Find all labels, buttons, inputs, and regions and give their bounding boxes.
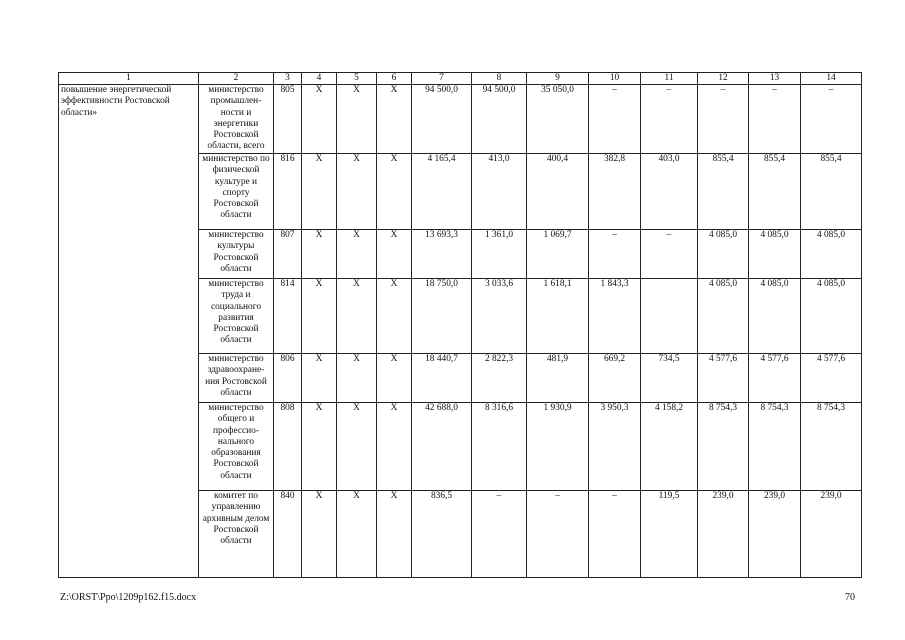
header-cell: 5 — [337, 73, 377, 85]
table-row — [59, 85, 862, 154]
value-cell: 400,4 — [527, 154, 589, 230]
org-code: 808 — [274, 403, 302, 491]
value-cell: 4 085,0 — [698, 279, 749, 354]
value-cell: 413,0 — [472, 154, 527, 230]
header-cell: 11 — [641, 73, 698, 85]
value-cell: 94 500,0 — [412, 85, 472, 154]
value-cell: 4 577,6 — [698, 354, 749, 403]
value-cell: 855,4 — [801, 154, 862, 230]
value-cell: 4 085,0 — [801, 230, 862, 279]
value-cell: 13 693,3 — [412, 230, 472, 279]
value-cell: – — [698, 85, 749, 154]
org-code: 805 — [274, 85, 302, 154]
x-cell: Х — [337, 491, 377, 578]
value-cell: 18 440,7 — [412, 354, 472, 403]
value-cell: 4 085,0 — [698, 230, 749, 279]
value-cell: 836,5 — [412, 491, 472, 578]
header-cell: 6 — [377, 73, 412, 85]
org-code: 816 — [274, 154, 302, 230]
org-name: министерство промышлен-ности и энергетики Ростовской области, всего — [199, 85, 274, 154]
program-label: повышение энергетической эффективности Ростовской области» — [59, 85, 199, 578]
header-cell: 13 — [749, 73, 801, 85]
value-cell: – — [801, 85, 862, 154]
x-cell: Х — [337, 354, 377, 403]
value-cell: 1 843,3 — [589, 279, 641, 354]
value-cell: 18 750,0 — [412, 279, 472, 354]
value-cell: – — [589, 230, 641, 279]
header-cell: 14 — [801, 73, 862, 85]
value-cell: 4 085,0 — [801, 279, 862, 354]
header-cell: 3 — [274, 73, 302, 85]
x-cell: Х — [377, 279, 412, 354]
header-cell: 4 — [302, 73, 337, 85]
x-cell: Х — [377, 85, 412, 154]
header-row — [59, 73, 862, 85]
value-cell: 4 158,2 — [641, 403, 698, 491]
value-cell: – — [589, 491, 641, 578]
header-cell: 7 — [412, 73, 472, 85]
x-cell: Х — [302, 230, 337, 279]
x-cell: Х — [377, 154, 412, 230]
x-cell: Х — [337, 85, 377, 154]
value-cell: 239,0 — [698, 491, 749, 578]
value-cell: 1 069,7 — [527, 230, 589, 279]
value-cell: 669,2 — [589, 354, 641, 403]
value-cell: 8 316,6 — [472, 403, 527, 491]
value-cell: 1 930,9 — [527, 403, 589, 491]
header-cell: 2 — [199, 73, 274, 85]
x-cell: Х — [302, 491, 337, 578]
x-cell: Х — [337, 279, 377, 354]
value-cell: – — [641, 230, 698, 279]
value-cell: 35 050,0 — [527, 85, 589, 154]
value-cell: 382,8 — [589, 154, 641, 230]
x-cell: Х — [377, 354, 412, 403]
value-cell: 3 033,6 — [472, 279, 527, 354]
value-cell: 4 577,6 — [801, 354, 862, 403]
org-name: министерство здравоохране-ния Ростовской области — [199, 354, 274, 403]
value-cell — [641, 279, 698, 354]
x-cell: Х — [377, 491, 412, 578]
value-cell: 42 688,0 — [412, 403, 472, 491]
org-code: 840 — [274, 491, 302, 578]
value-cell: 481,9 — [527, 354, 589, 403]
value-cell: 94 500,0 — [472, 85, 527, 154]
org-name: министерство по физической культуре и спорту Ростовской области — [199, 154, 274, 230]
value-cell: 119,5 — [641, 491, 698, 578]
header-cell: 1 — [59, 73, 199, 85]
header-cell: 10 — [589, 73, 641, 85]
org-code: 814 — [274, 279, 302, 354]
value-cell: – — [472, 491, 527, 578]
x-cell: Х — [337, 403, 377, 491]
x-cell: Х — [302, 154, 337, 230]
x-cell: Х — [302, 403, 337, 491]
org-name: министерство культуры Ростовской области — [199, 230, 274, 279]
org-code: 806 — [274, 354, 302, 403]
value-cell: 8 754,3 — [749, 403, 801, 491]
org-name: министерство общего и профессио-нального образования Ростовской области — [199, 403, 274, 491]
budget-table — [58, 72, 862, 578]
header-cell: 9 — [527, 73, 589, 85]
value-cell: 855,4 — [698, 154, 749, 230]
value-cell: 403,0 — [641, 154, 698, 230]
value-cell: 4 085,0 — [749, 230, 801, 279]
value-cell: 239,0 — [749, 491, 801, 578]
value-cell: – — [589, 85, 641, 154]
value-cell: 855,4 — [749, 154, 801, 230]
value-cell: 8 754,3 — [698, 403, 749, 491]
value-cell: – — [641, 85, 698, 154]
value-cell: 4 577,6 — [749, 354, 801, 403]
value-cell: – — [527, 491, 589, 578]
value-cell: – — [749, 85, 801, 154]
header-cell: 12 — [698, 73, 749, 85]
org-name: комитет по управлению архивным делом Ростовской области — [199, 491, 274, 578]
value-cell: 1 618,1 — [527, 279, 589, 354]
value-cell: 3 950,3 — [589, 403, 641, 491]
org-code: 807 — [274, 230, 302, 279]
x-cell: Х — [337, 230, 377, 279]
value-cell: 4 085,0 — [749, 279, 801, 354]
value-cell: 2 822,3 — [472, 354, 527, 403]
footer-file-path: Z:\ORST\Ppo\1209p162.f15.docx — [60, 592, 197, 603]
value-cell: 4 165,4 — [412, 154, 472, 230]
x-cell: Х — [377, 403, 412, 491]
x-cell: Х — [337, 154, 377, 230]
header-cell: 8 — [472, 73, 527, 85]
org-name: министерство труда и социального развития Ростовской области — [199, 279, 274, 354]
value-cell: 8 754,3 — [801, 403, 862, 491]
x-cell: Х — [302, 279, 337, 354]
x-cell: Х — [377, 230, 412, 279]
value-cell: 734,5 — [641, 354, 698, 403]
x-cell: Х — [302, 85, 337, 154]
value-cell: 239,0 — [801, 491, 862, 578]
value-cell: 1 361,0 — [472, 230, 527, 279]
page-number: 70 — [845, 592, 855, 603]
x-cell: Х — [302, 354, 337, 403]
